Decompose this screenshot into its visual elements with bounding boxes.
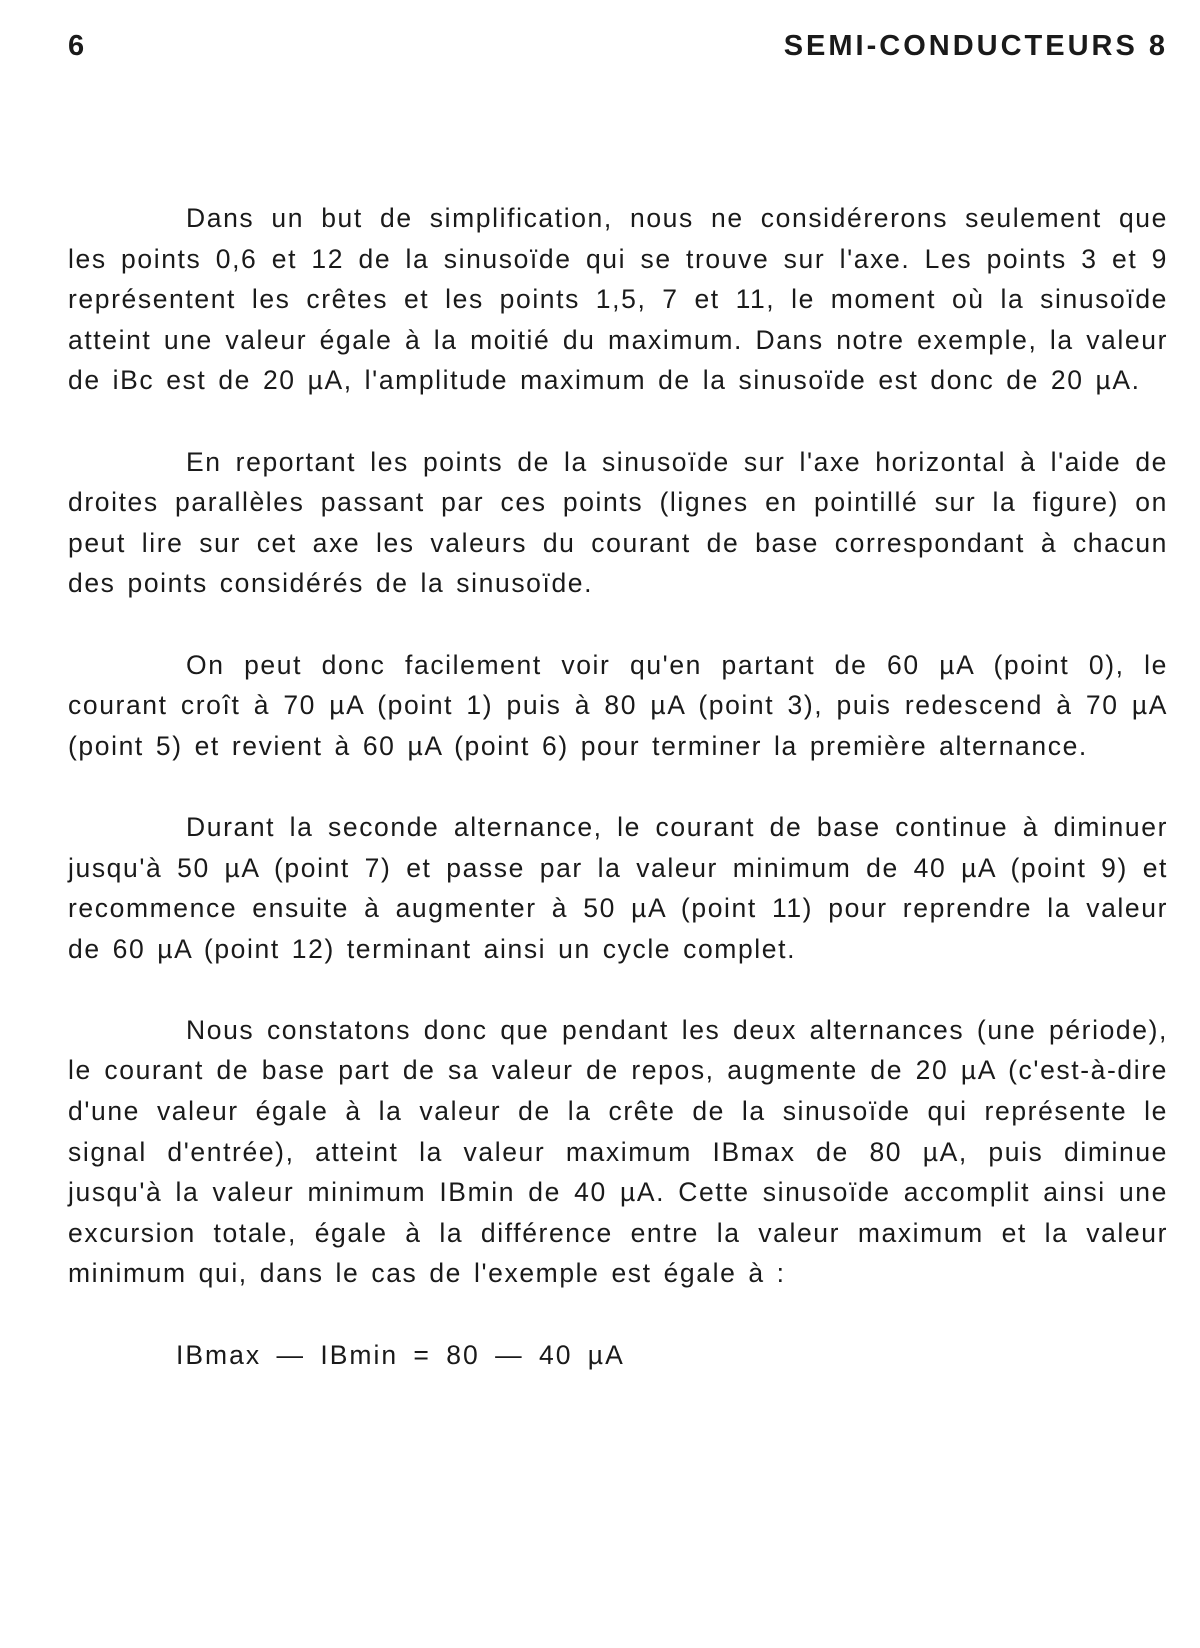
document-page [68,30,1168,1375]
body-text [68,198,1168,1375]
paragraph-first-alternation: On peut donc facilement voir qu'en partant de 60 µA (point 0), le courant croît à 70 µA (point 1) puis à 80 µA (point 3), puis redescend à 70 µA (point 5) et revient à 60 µA (point 6) pour terminer la première alternance. [68,649,1168,761]
paragraph-reporting-points: En reportant les points de la sinusoïde sur l'axe horizontal à l'aide de droites parallèles passant par ces points (lignes en pointillé sur la figure) on peut lire sur cet axe les valeurs du courant de base correspondant à chacun des points considérés de la sinusoïde. [68,446,1168,599]
running-title: SEMI-CONDUCTEURS 8 [783,30,1168,62]
paragraph-simplification: Dans un but de simplification, nous ne considérerons seulement que les points 0,6 et 12 de la sinusoïde qui se trouve sur l'axe. Les points 3 et 9 représentent les crêtes et les points 1,5, 7 et 11, le moment où la sinusoïde atteint une valeur égale à la moitié du maximum. Dans notre exemple, la valeur de iBc est de 20 µA, l'amplitude maximum de la sinusoïde est donc de 20 µA. [68,203,1168,396]
page-number: 6 [68,30,85,62]
page-header [68,30,1168,80]
paragraph-total-excursion: Nous constatons donc que pendant les deux alternances (une période), le courant de base part de sa valeur de repos, augmente de 20 µA (c'est-à-dire d'une valeur égale à la valeur de la crête de la sinusoïde qui représente le signal d'entrée), atteint la valeur maximum IBmax de 80 µA, puis diminue jusqu'à la valeur minimum IBmin de 40 µA. Cette sinusoïde accomplit ainsi une excursion totale, égale à la différence entre la valeur maximum et la valeur minimum qui, dans le cas de l'exemple est égale à : [68,1014,1168,1289]
paragraph-second-alternation: Durant la seconde alternance, le courant de base continue à diminuer jusqu'à 50 µA (point 7) et passe par la valeur minimum de 40 µA (point 9) et recommence ensuite à augmenter à 50 µA (point 11) pour reprendre la valeur de 60 µA (point 12) terminant ainsi un cycle complet. [68,811,1168,964]
formula: IBmax — IBmin = 80 — 40 µA [176,1339,625,1370]
